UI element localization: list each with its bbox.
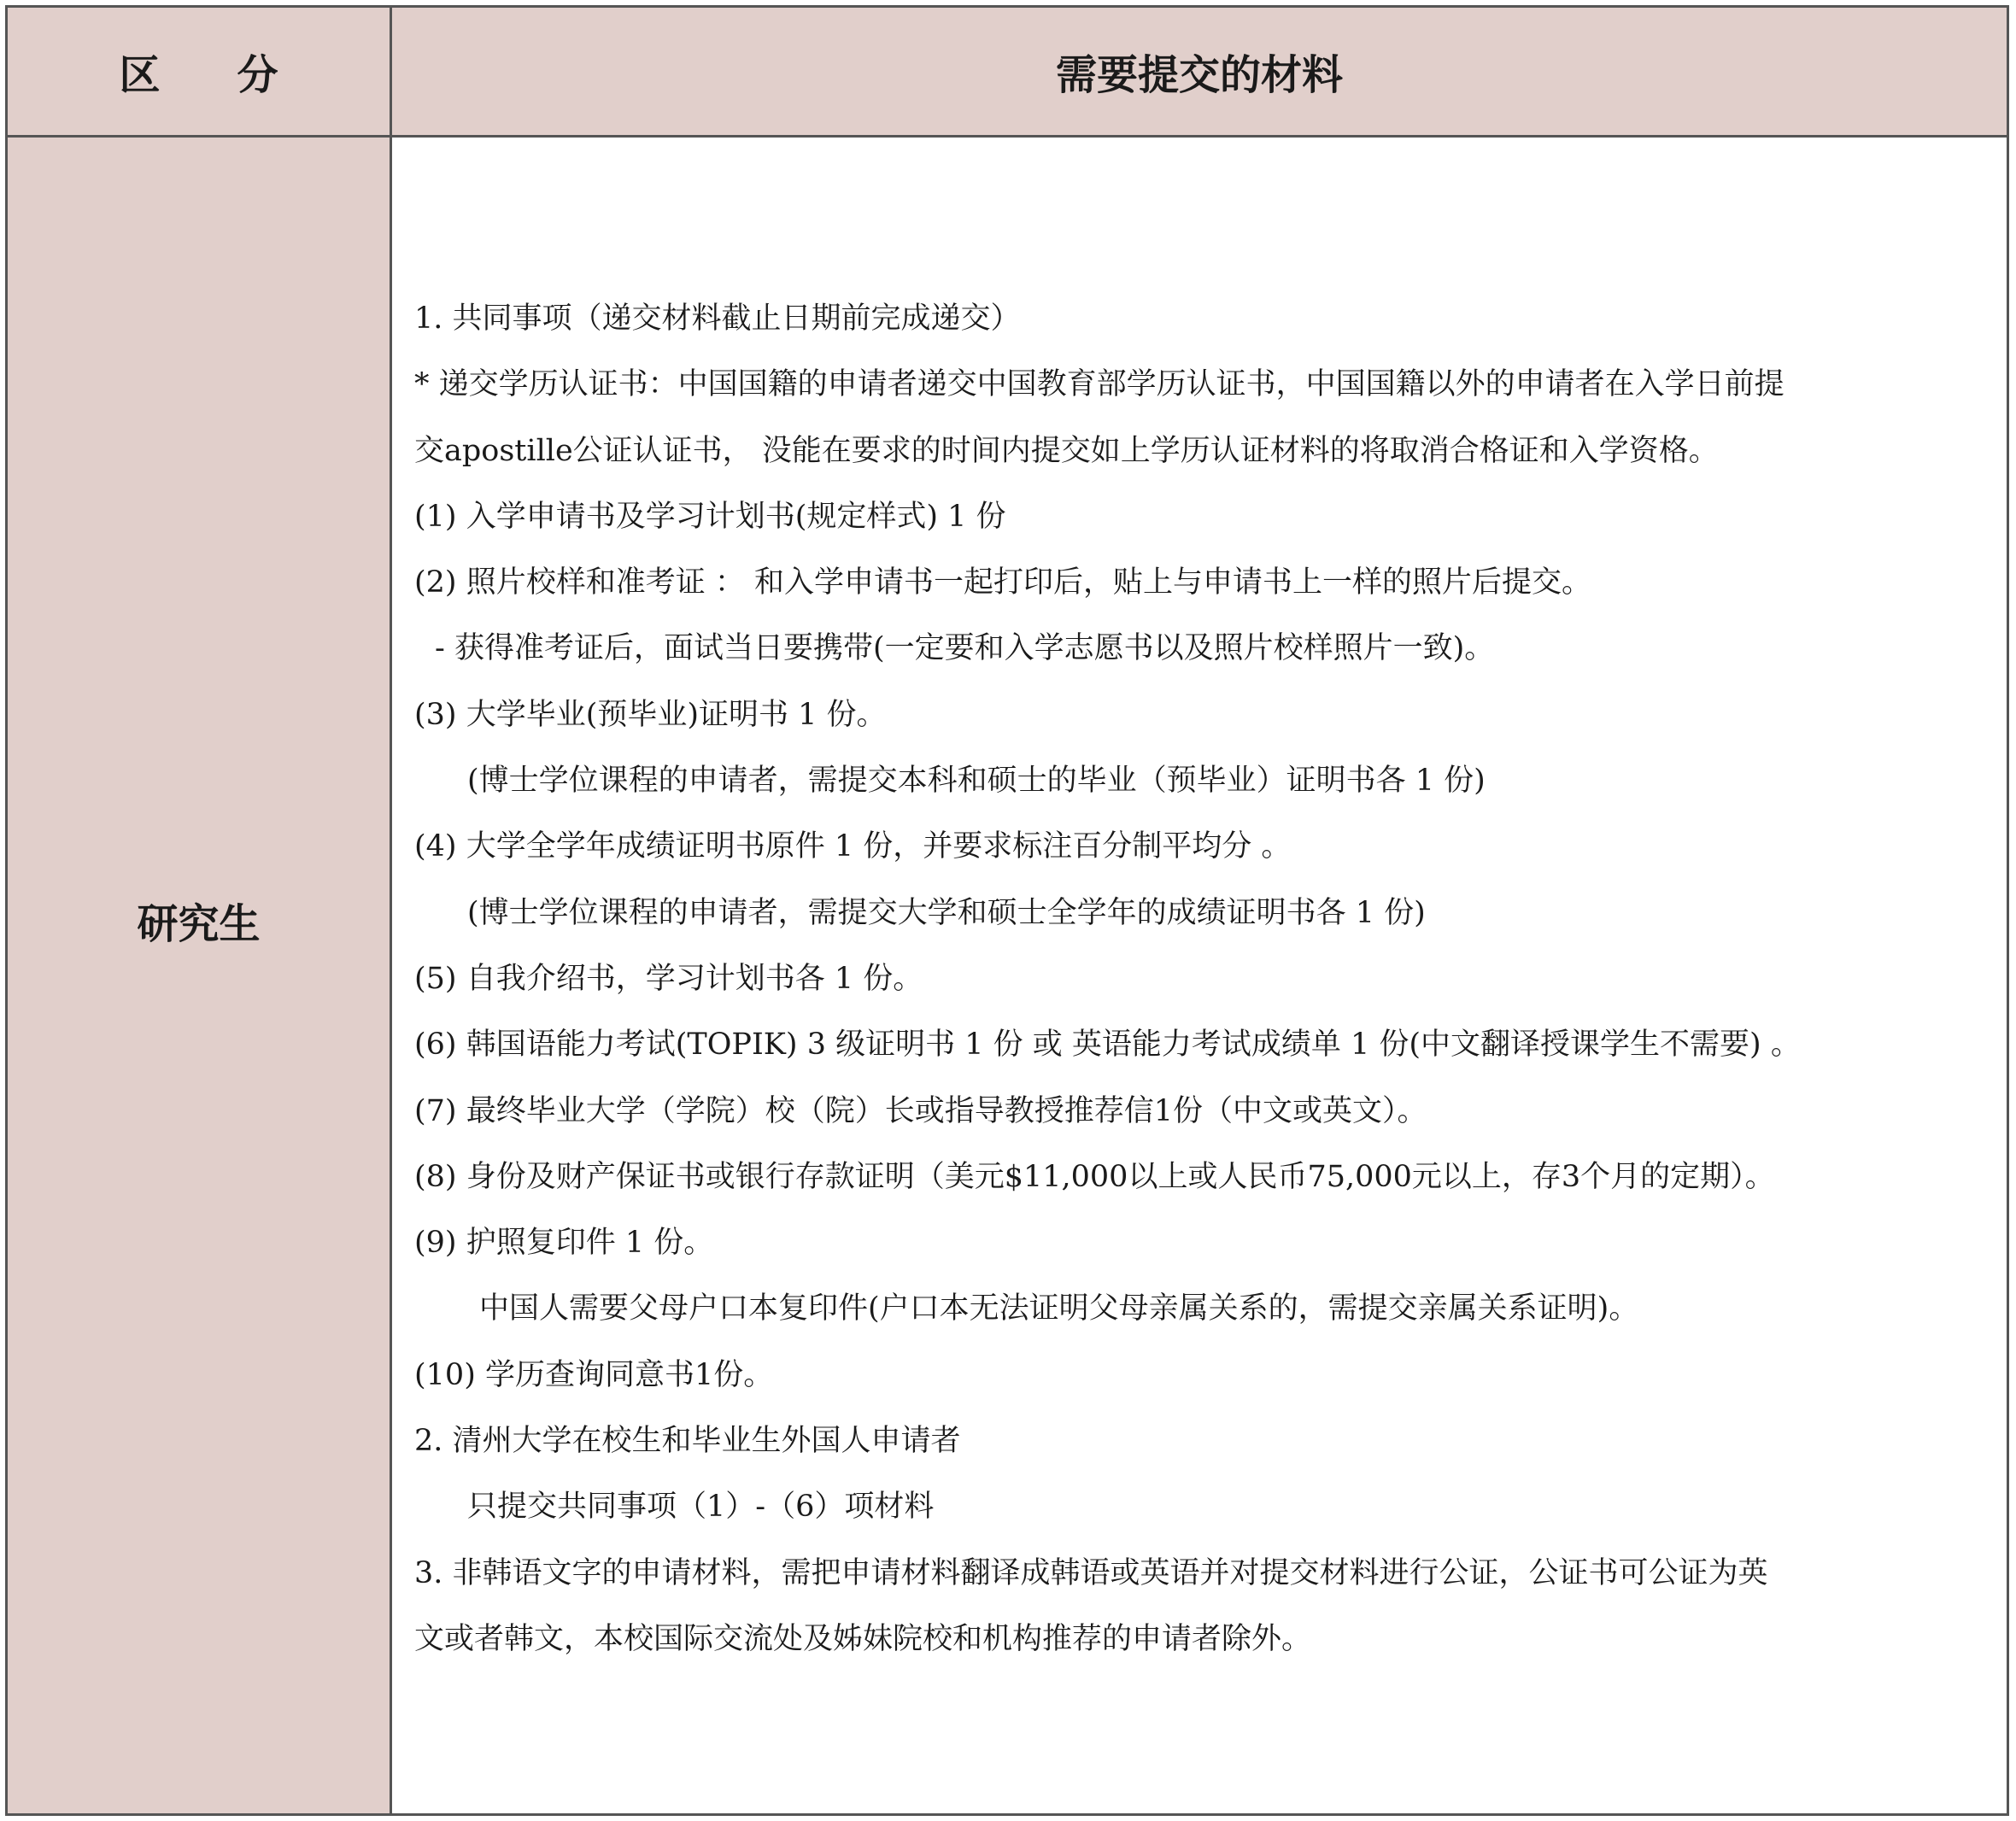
header-category-part2: 分 (237, 51, 278, 99)
text-line: (8) 身份及财产保证书或银行存款证明（美元$11,000以上或人民币75,000元以上，存3个月的定期）。 (414, 1159, 1775, 1194)
header-materials: 需要提交的材料 (392, 8, 2007, 138)
category-graduate: 研究生 (8, 138, 392, 1813)
text-line: (2) 照片校样和准考证 ： 和入学申请书一起打印后，贴上与申请书上一样的照片后提交。 (414, 565, 1591, 600)
text-line: (5) 自我介绍书，学习计划书各 1 份。 (414, 961, 923, 996)
header-category (8, 8, 392, 138)
text-line: 中国人需要父母户口本复印件(户口本无法证明父母亲属关系的，需提交亲属关系证明)。 (479, 1291, 1639, 1326)
text-line: (博士学位课程的申请者，需提交本科和硕士的毕业（预毕业）证明书各 1 份) (467, 764, 1486, 799)
text-line: (1) 入学申请书及学习计划书(规定样式) 1 份 (414, 499, 1006, 534)
text-line: 只提交共同事项（1）-（6）项材料 (467, 1490, 935, 1525)
text-line: (4) 大学全学年成绩证明书原件 1 份，并要求标注百分制平均分 。 (414, 829, 1292, 864)
text-line: (博士学位课程的申请者，需提交大学和硕士全学年的成绩证明书各 1 份) (467, 895, 1426, 930)
text-line: 2. 清州大学在校生和毕业生外国人申请者 (414, 1424, 961, 1459)
text-line: 交apostille公证认证书， 没能在要求的时间内提交如上学历认证材料的将取消合格证和入学资格。 (414, 433, 1719, 468)
text-line: (9) 护照复印件 1 份。 (414, 1226, 714, 1261)
text-line: (6) 韩国语能力考试(TOPIK) 3 级证明书 1 份 或 英语能力考试成绩单 1 份(中文翻译授课学生不需要) 。 (414, 1028, 1801, 1063)
text-line: - 获得准考证后，面试当日要携带(一定要和入学志愿书以及照片校样照片一致)。 (435, 631, 1495, 666)
text-line: 1. 共同事项（递交材料截止日期前完成递交） (414, 302, 1021, 336)
text-line: (7) 最终毕业大学（学院）校（院）长或指导教授推荐信1份（中文或英文）。 (414, 1093, 1427, 1128)
text-line: (10) 学历查询同意书1份。 (414, 1357, 774, 1392)
materials-table (5, 5, 2009, 1816)
materials-content (392, 138, 2007, 1813)
text-line: (3) 大学毕业(预毕业)证明书 1 份。 (414, 697, 887, 732)
text-line: * 递交学历认证书：中国国籍的申请者递交中国教育部学历认证书，中国国籍以外的申请者在入学日前提 (414, 367, 1785, 402)
text-line: 文或者韩文，本校国际交流处及姊妹院校和机构推荐的申请者除外。 (414, 1621, 1312, 1656)
header-category-part1: 区 (119, 51, 161, 99)
text-line: 3. 非韩语文字的申请材料，需把申请材料翻译成韩语或英语并对提交材料进行公证，公证书可公证为英 (414, 1555, 1768, 1590)
